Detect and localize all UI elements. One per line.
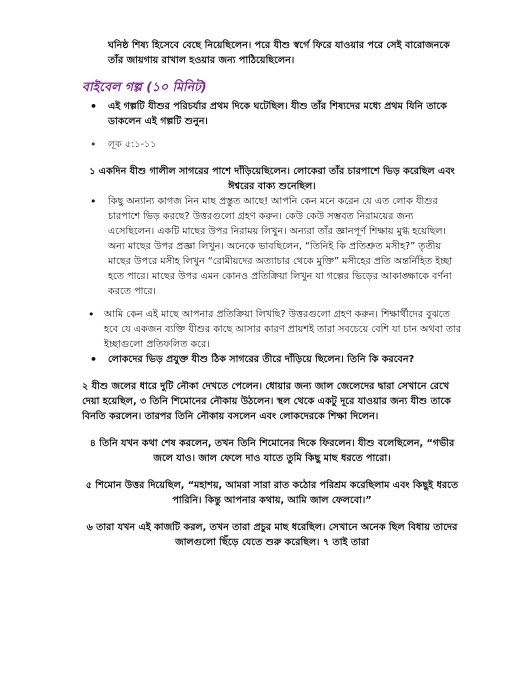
verse-4: ৪ তিনি যখন কথা শেষ করলেন, তখন তিনি শিমোনের দিকে ফিরলেন। যীশু বলেছিলেন, “গভীর জলে যাও। জাল ফেলে দাও যাতে তুমি কিছু মাছ ধরতে পারো।: [89, 438, 455, 464]
bullet-fish-activity: • কিছু অন্যান্য কাগজ নিন মাছ প্রস্তুত আছে! আপনি কেন মনে করেন যে এত লোক যীশুর চারপাশে ভিড় করছে? উত্তরগুলো গ্রহণ করুন। কেউ কেউ সম্ভবত নিরাময়ের জন্য এসেছিলেন। একটি মাছের উপর নিরাময় লিখুন। অন্যরা তাঁর জ্ঞানপূর্ণ শিক্ষায় মুগ্ধ হয়েছিল। অন্য মাছের উপর প্রজ্ঞা লিখুন। অনেকে ভাবছিলেন, “তিনিই কি প্রতিশ্রুত মসীহ?” তৃতীয় মাছের উপরে মসীহ লিখুন “রোমীয়দের অত্যাচার থেকে মুক্তি” মসীহের প্রতি অন্তর্নিহিত ইচ্ছা হতে পারে। মাছের উপর এমন কোনও প্রতিক্রিয়া লিখুন যা গল্পের ভিড়ের আকাঙ্ক্ষাকে বর্ণনা করতে পারে।: [82, 194, 462, 299]
bullet-reflection-question: • আমি কেন এই মাছে আপনার প্রতিক্রিয়া লিখছি? উত্তরগুলো গ্রহণ করুন। শিক্ষার্থীদের বুঝতে হবে যে একজন ব্যক্তি যীশুর কাছে আসার কারণ প্রায়শই তারা সবচেয়ে বেশি যা চান অথবা তার ইচ্ছাগুলো প্রতিফলিত করে।: [82, 307, 462, 352]
intro-list: [82, 99, 462, 152]
bullet-scripture-reference: • লূক ৫:১-১১: [82, 137, 462, 152]
activity-list: [82, 194, 462, 299]
verse-2-3: ২ যীশু জলের ধারে দুটি নৌকা দেখতে পেলেন। ধোয়ার জন্য জাল জেলেদের দ্বারা সেখানে রেখে দেয়া হয়েছিল, ৩ তিনি শিমোনের নৌকায় উঠলেন। স্থল থেকে একটু দূরে যাওয়ার জন্য যীশু তাকে বিনতি করলেন। তারপর তিনি নৌকায় বসলেন এবং লোকদেরকে শিক্ষা দিলেন।: [82, 381, 452, 422]
verse-6-7: ৬ তারা যখন এই কাজটি করল, তখন তারা প্রচুর মাছ ধরেছিল। সেখানে অনেক ছিল বিধায় তাদের জালগুলো ছিঁড়ে যেতে শুরু করেছিল। ৭ তাই তারা: [86, 522, 458, 548]
activity-sublist: [82, 307, 462, 352]
question-list: [82, 352, 462, 367]
bullet-story-intro: • এই গল্পটি যীশুর পরিচর্যার প্রথম দিকে ঘটেছিল। যীশু তাঁর শিষ্যদের মধ্যে প্রথম যিনি তাকে ডাকলেন এই গল্পটি শুনুন।: [82, 99, 462, 129]
bullet-crowd-question: • লোকদের ভিড় প্রযুক্ত যীশু ঠিক সাগরের তীরে দাঁড়িয়ে ছিলেন। তিনি কি করবেন?: [82, 352, 462, 367]
verse-5: ৫ শিমোন উত্তর দিয়েছিল, “মহাশয়, আমরা সারা রাত কঠোর পরিশ্রম করেছিলাম এবং কিছুই ধরতে পারিনি। কিন্তু আপনার কথায়, আমি জাল ফেলবো।”: [85, 480, 459, 506]
intro-paragraph: ঘনিষ্ঠ শিষ্য হিসেবে বেছে নিয়েছিলেন। পরে যীশু স্বর্গে ফিরে যাওয়ার পরে সেই বারোজনকে তাঁর জায়গায় রাখাল হওয়ার জন্য পাঠিয়েছিলেন।: [108, 40, 450, 66]
section-heading: বাইবেল গল্প (১০ মিনিট): [82, 79, 207, 94]
verse-1: ১ একদিন যীশু গালীল সাগরের পাশে দাঁড়িয়েছিলেন। লোকেরা তাঁর চারপাশে ভিড় করেছিল এবং ঈশ্বরের বাক্য শুনেছিল।: [89, 166, 455, 192]
